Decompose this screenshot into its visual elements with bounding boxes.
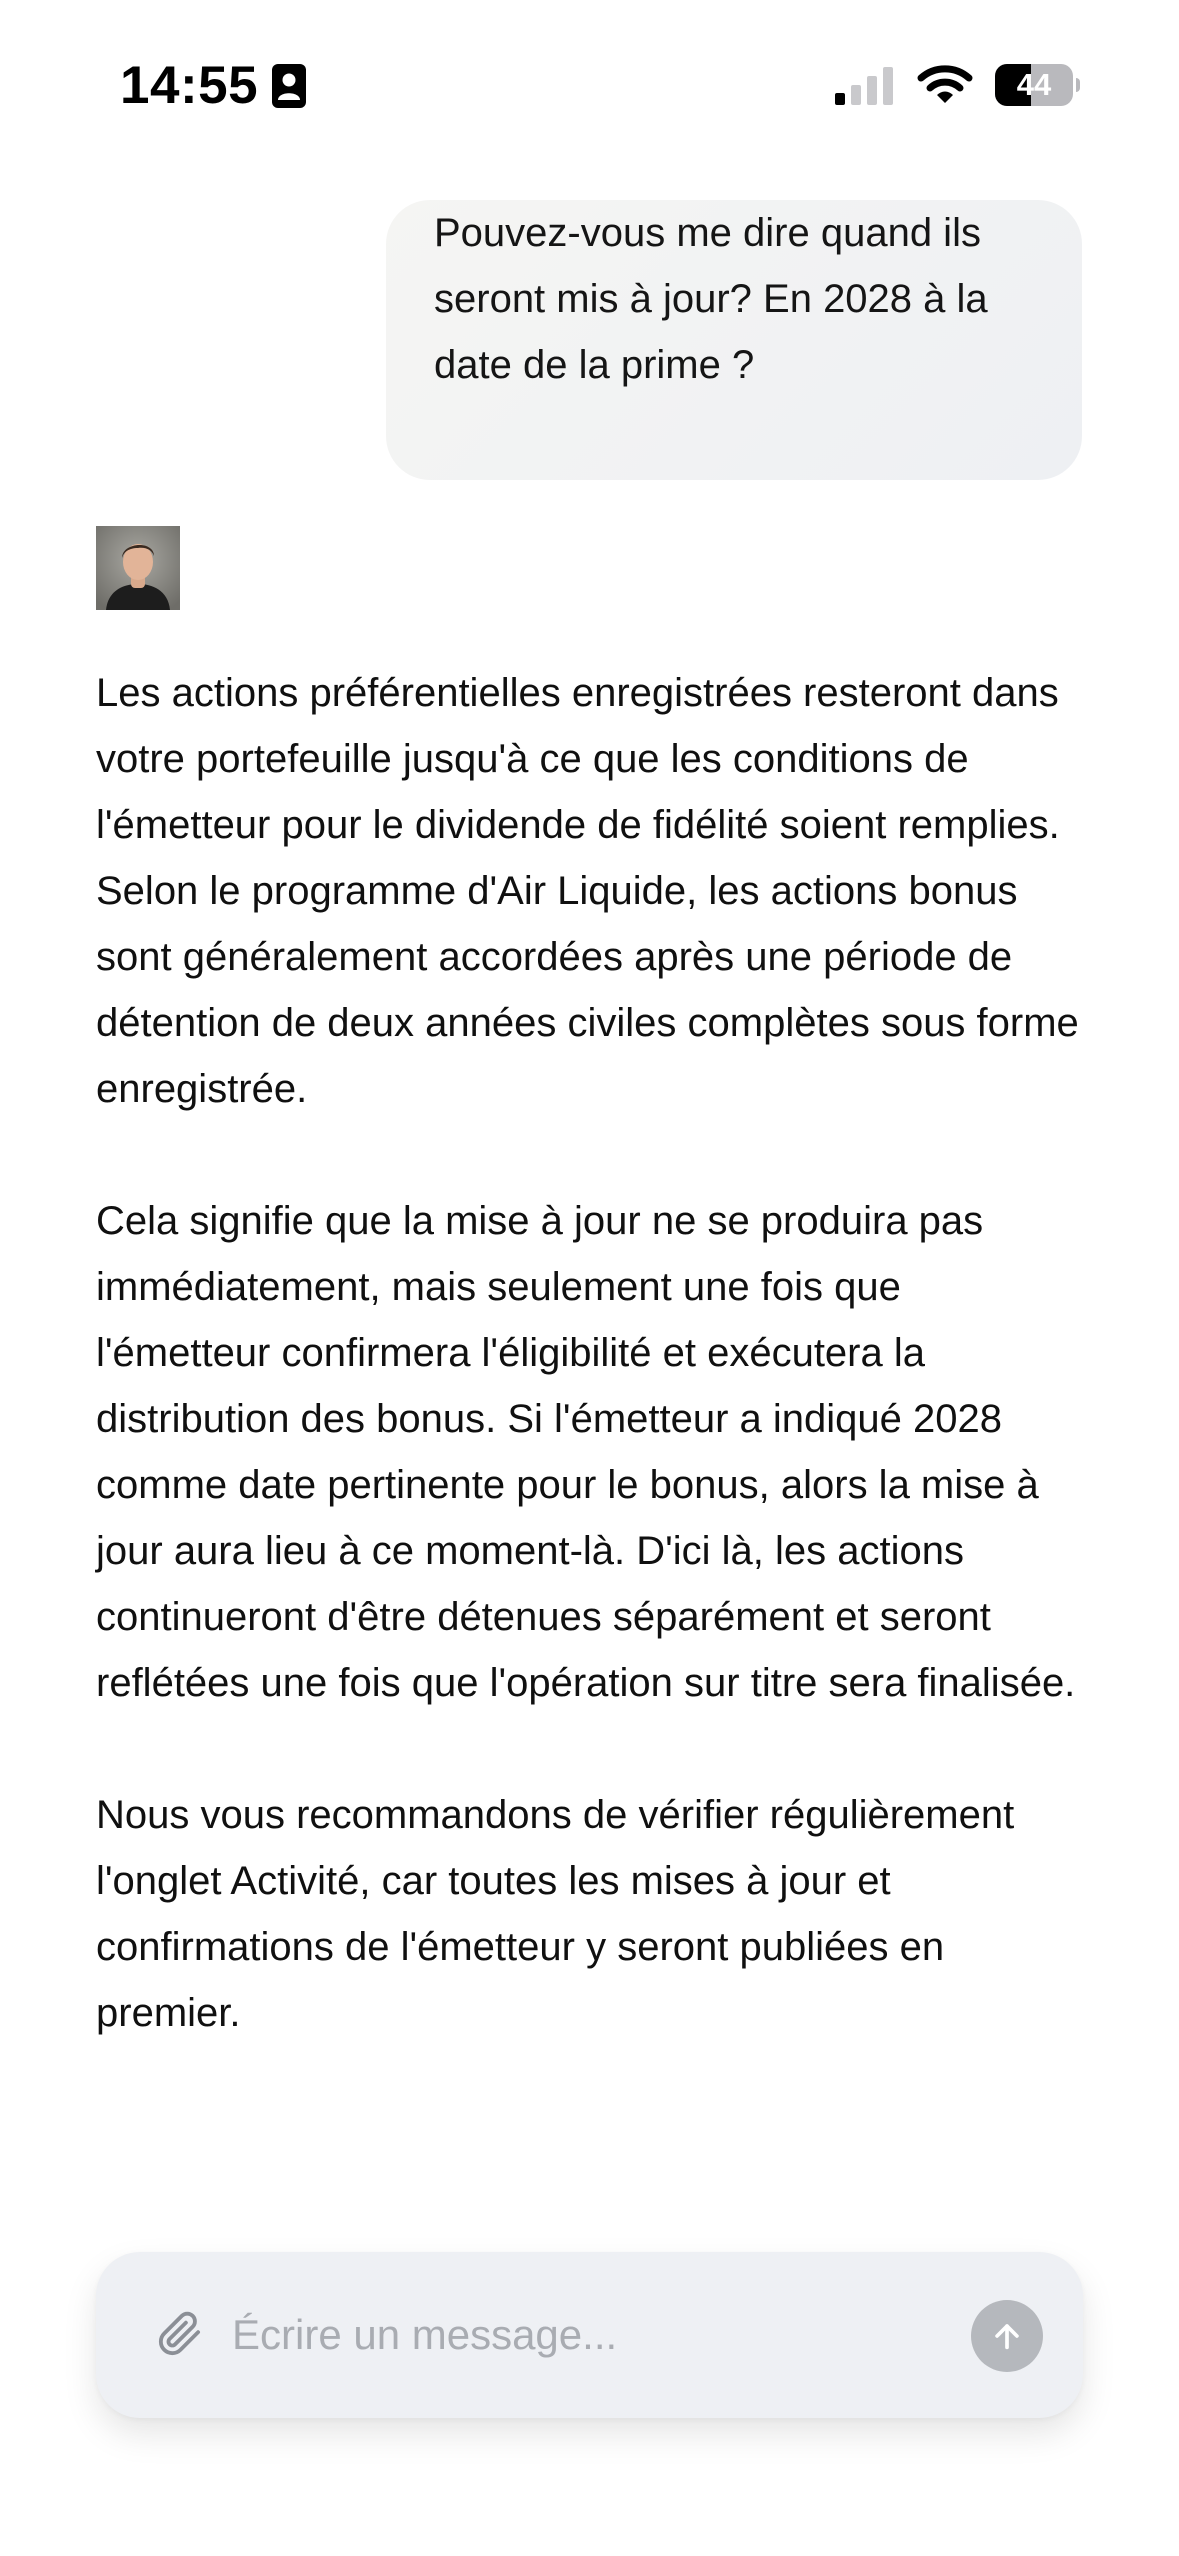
assistant-paragraph: Cela signifie que la mise à jour ne se produira pas immédiatement, mais seulement une fois que l'émetteur confirmera l'éligibilité et exécutera la distribution des bonus. Si l'émetteur a indiqué 2028 comme date pertinente pour le bonus, alors la mise à jour aura lieu à ce moment-là. D'ici là, les actions continueront d'être détenues séparément et seront reflétées une fois que l'opération sur titre sera finalisée. xyxy=(96,1199,1076,1705)
user-message-text: Pouvez-vous me dire quand ils seront mis à jour? En 2028 à la date de la prime ? xyxy=(434,211,988,387)
message-input[interactable] xyxy=(232,2295,872,2375)
assistant-paragraph: Nous vous recommandons de vérifier régulièrement l'onglet Activité, car toutes les mises à jour et confirmations de l'émetteur y seront publiées en premier. xyxy=(96,1793,1015,2035)
send-button[interactable] xyxy=(971,2300,1043,2372)
status-bar xyxy=(0,0,1179,170)
battery-indicator xyxy=(995,64,1081,106)
status-time: 14:55 xyxy=(120,56,259,115)
status-time-group xyxy=(120,56,306,116)
user-message-bubble xyxy=(386,200,1082,480)
assistant-paragraph: Les actions préférentielles enregistrées resteront dans votre portefeuille jusqu'à ce que les conditions de l'émetteur pour le dividende de fidélité soient remplies. Selon le programme d'Air Liquide, les actions bonus sont généralement accordées après une période de détention de deux années civiles complètes sous forme enregistrée. xyxy=(96,671,1079,1111)
arrow-up-icon xyxy=(990,2319,1024,2353)
wifi-icon xyxy=(917,64,973,106)
status-indicators xyxy=(835,64,1081,106)
user-message-viewport xyxy=(386,211,1082,480)
assistant-avatar-icon xyxy=(96,526,180,610)
signal-icon xyxy=(835,65,895,105)
battery-percentage: 44 xyxy=(1016,67,1052,102)
assistant-message xyxy=(96,660,1086,2112)
attach-button[interactable] xyxy=(148,2302,212,2366)
avatar xyxy=(96,526,180,610)
message-composer xyxy=(96,2252,1083,2418)
contact-card-icon xyxy=(272,64,306,108)
paperclip-icon xyxy=(157,2311,203,2357)
